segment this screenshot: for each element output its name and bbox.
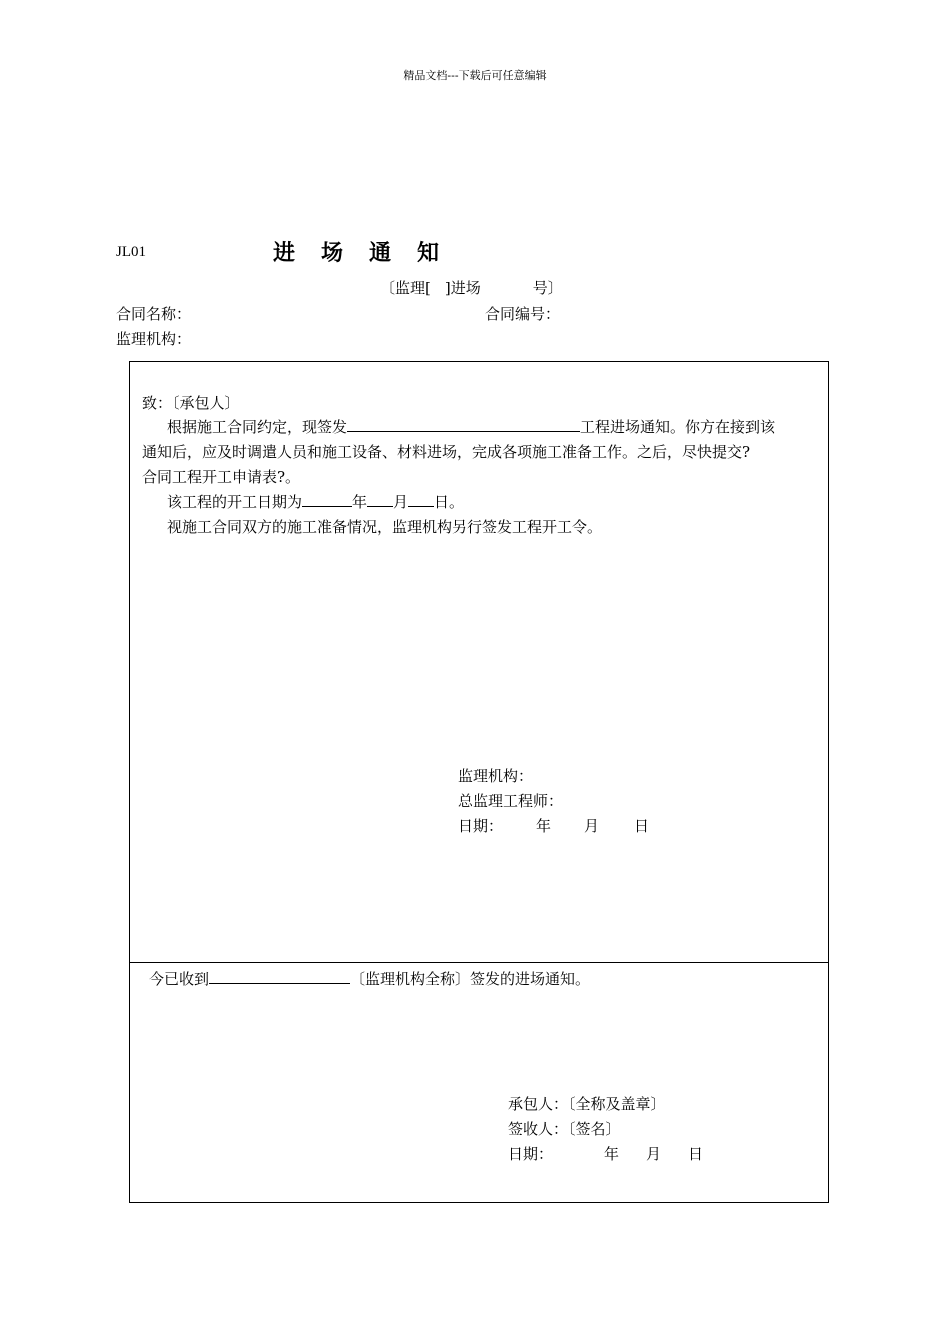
receipt-text-b: 〔监理机构全称〕签发的进场通知。 — [350, 970, 591, 988]
project-name-blank[interactable] — [347, 417, 580, 432]
sign-day: 日 — [634, 817, 650, 835]
supervisor-name-blank[interactable] — [209, 969, 350, 984]
start-date-line — [167, 491, 464, 512]
supervisor-org-label: 监理机构： — [116, 330, 192, 348]
notice-paragraph-1-line-1 — [167, 416, 775, 437]
contract-name-label: 合同名称： — [116, 305, 192, 323]
sign-org-label: 监理机构： — [458, 767, 534, 785]
notice-paragraph-1-line-3: 合同工程开工申请表?。 — [142, 468, 301, 486]
receipt-date-label: 日期： — [508, 1145, 554, 1163]
notice-paragraph-1-line-2: 通知后，应及时调遣人员和施工设备、材料进场，完成各项施工准备工作。之后，尽快提交? — [142, 443, 751, 461]
reference-middle: ]进场 — [444, 279, 481, 297]
form-box — [129, 361, 829, 1203]
sign-date-label: 日期： — [458, 817, 504, 835]
receipt-line — [149, 968, 590, 989]
sign-date-line — [458, 815, 649, 836]
p1-text-a: 根据施工合同约定，现签发 — [167, 418, 348, 436]
signer-label: 签收人：〔签名〕 — [508, 1120, 621, 1138]
contractor-label: 承包人：〔全称及盖章〕 — [508, 1095, 666, 1113]
reference-suffix: 号〕 — [532, 279, 563, 297]
p2-year: 年 — [352, 493, 368, 511]
receipt-day: 日 — [688, 1145, 704, 1163]
sign-month: 月 — [584, 817, 600, 835]
notice-paragraph-3: 视施工合同双方的施工准备情况，监理机构另行签发工程开工令。 — [167, 518, 603, 536]
receipt-text-a: 今已收到 — [149, 970, 210, 988]
p2-text-a: 该工程的开工日期为 — [167, 493, 303, 511]
reference-number — [380, 277, 563, 298]
contract-no-label: 合同编号： — [485, 305, 561, 323]
start-day-blank[interactable] — [408, 492, 434, 507]
start-year-blank[interactable] — [302, 492, 352, 507]
p1-text-b: 工程进场通知。你方在接到该 — [580, 418, 776, 436]
to-line: 致：〔承包人〕 — [142, 394, 240, 412]
receipt-date-line — [508, 1143, 703, 1164]
receipt-year: 年 — [604, 1145, 620, 1163]
section-divider — [130, 962, 828, 963]
receipt-month: 月 — [646, 1145, 662, 1163]
p2-day: 日。 — [434, 493, 465, 511]
form-code: JL01 — [116, 244, 146, 260]
reference-prefix: 〔监理[ — [380, 279, 431, 297]
header-note: 精品文档---下载后可任意编辑 — [403, 69, 547, 82]
start-month-blank[interactable] — [367, 492, 393, 507]
page-title: 进场通知 — [273, 240, 466, 266]
sign-year: 年 — [536, 817, 552, 835]
p2-month: 月 — [393, 493, 409, 511]
sign-engineer-label: 总监理工程师： — [458, 792, 564, 810]
